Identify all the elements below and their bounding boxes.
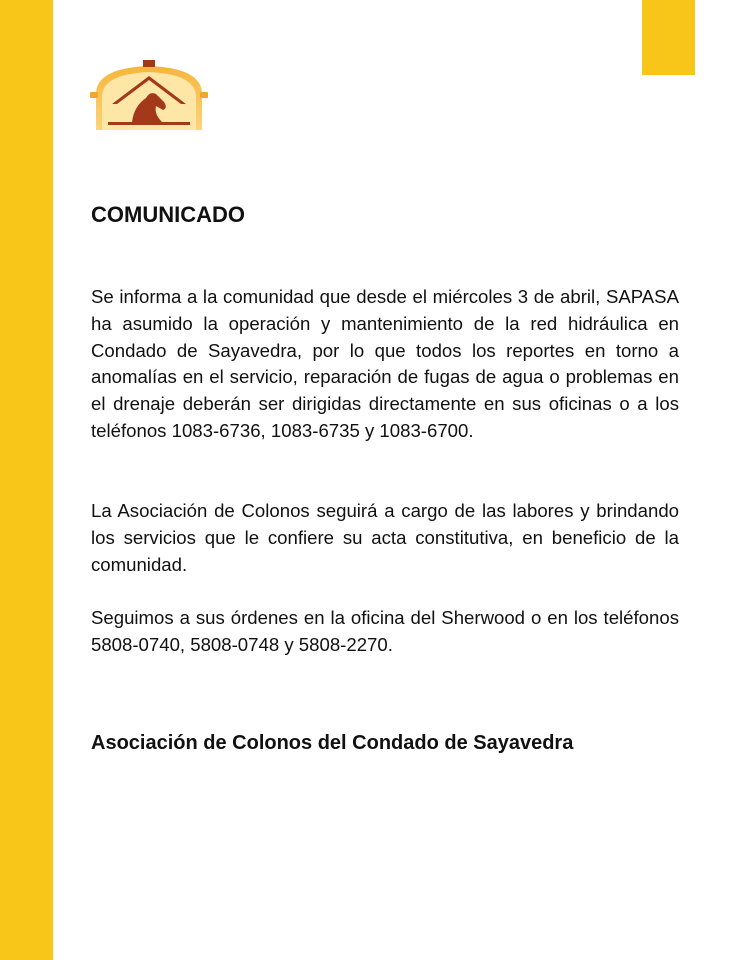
document-title: COMUNICADO (91, 202, 245, 227)
house-horse-emblem-icon (90, 58, 208, 132)
paragraph-sapasa-notice: Se informa a la comunidad que desde el miércoles 3 de abril, SAPASA ha asumido la operación y mantenimiento de la red hidráulica en Condado de Sayavedra, por lo que todos los reportes en torno a anomalías en el servicio, reparación de fugas de agua o problemas en el drenaje deberán ser dirigidas directamente en sus oficinas o a los teléfonos 1083-6736, 1083-6735 y 1083-6700. (91, 286, 679, 441)
paragraph-association-role: La Asociación de Colonos seguirá a cargo de las labores y brindando los servicios que le confiere su acta constitutiva, en beneficio de la comunidad. (91, 500, 679, 575)
top-right-accent-tab (642, 0, 695, 75)
signature: Asociación de Colonos del Condado de Sayavedra (91, 732, 574, 754)
left-accent-band (0, 0, 53, 960)
paragraph-contact-info: Seguimos a sus órdenes en la oficina del Sherwood o en los teléfonos 5808-0740, 5808-0748 y 5808-2270. (91, 607, 679, 655)
